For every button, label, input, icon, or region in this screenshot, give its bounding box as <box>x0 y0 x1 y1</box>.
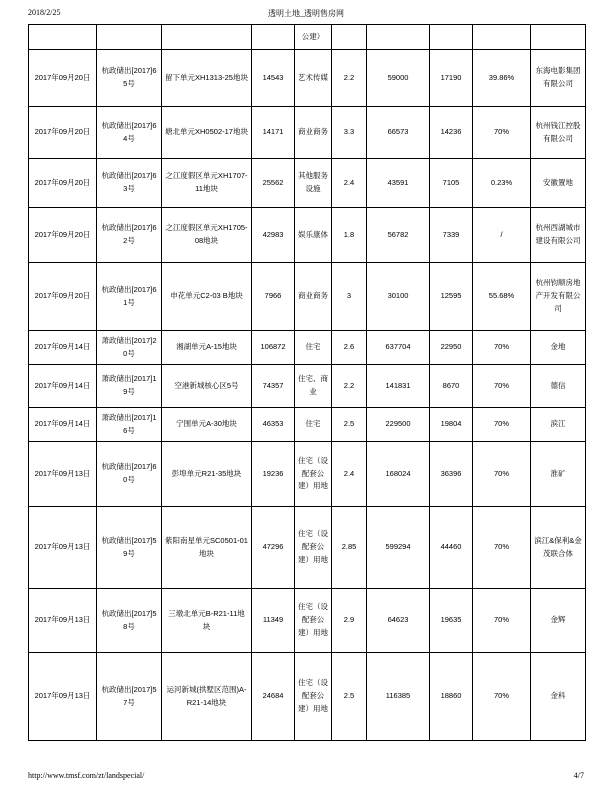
cell-winner: 杭州钱江控股有限公司 <box>531 107 586 159</box>
table-row <box>29 408 586 442</box>
cell-date: 2017年09月20日 <box>29 50 97 107</box>
cell-date: 2017年09月13日 <box>29 442 97 507</box>
cell-premium-rate: 70% <box>473 442 531 507</box>
cell-date: 2017年09月13日 <box>29 507 97 589</box>
cell-plot-name: 宁围单元A-30地块 <box>162 408 252 442</box>
cell-premium-rate: 70% <box>473 408 531 442</box>
cell-date: 2017年09月20日 <box>29 263 97 331</box>
cell-usage: 住宅（设配套公建）用地 <box>295 589 332 653</box>
cell-plot-name: 申花单元C2-03 B地块 <box>162 263 252 331</box>
cell-winner <box>531 25 586 50</box>
cell-usage: 住宅、商业 <box>295 365 332 408</box>
cell-plot-name: 紫阳南星单元SC0501-01地块 <box>162 507 252 589</box>
cell-doc-number: 杭政储出[2017]59号 <box>97 507 162 589</box>
cell-floor-area-ratio: 2.9 <box>332 589 367 653</box>
cell-start-price: 43591 <box>367 159 430 208</box>
cell-unit-price: 7105 <box>430 159 473 208</box>
table-row <box>29 589 586 653</box>
cell-start-price: 599294 <box>367 507 430 589</box>
cell-area: 7966 <box>252 263 295 331</box>
cell-usage: 住宅 <box>295 331 332 365</box>
cell-start-price: 168024 <box>367 442 430 507</box>
cell-floor-area-ratio: 1.8 <box>332 208 367 263</box>
cell-start-price: 66573 <box>367 107 430 159</box>
cell-floor-area-ratio <box>332 25 367 50</box>
cell-date: 2017年09月20日 <box>29 107 97 159</box>
cell-winner: 淮矿 <box>531 442 586 507</box>
table-body <box>29 25 586 741</box>
cell-winner: 金辉 <box>531 589 586 653</box>
cell-winner: 金科 <box>531 653 586 741</box>
cell-date: 2017年09月20日 <box>29 159 97 208</box>
cell-winner: 滨江&保利&金茂联合体 <box>531 507 586 589</box>
cell-premium-rate: 70% <box>473 365 531 408</box>
cell-plot-name <box>162 25 252 50</box>
cell-unit-price: 17190 <box>430 50 473 107</box>
cell-unit-price: 14236 <box>430 107 473 159</box>
cell-usage: 住宅（设配套公建）用地 <box>295 653 332 741</box>
cell-start-price: 229500 <box>367 408 430 442</box>
cell-unit-price: 7339 <box>430 208 473 263</box>
cell-area: 19236 <box>252 442 295 507</box>
cell-winner: 滨江 <box>531 408 586 442</box>
cell-floor-area-ratio: 2.85 <box>332 507 367 589</box>
cell-area: 14171 <box>252 107 295 159</box>
cell-usage: 住宅（设配套公建）用地 <box>295 507 332 589</box>
cell-date: 2017年09月14日 <box>29 331 97 365</box>
cell-plot-name: 留下单元XH1313-25地块 <box>162 50 252 107</box>
table-row <box>29 653 586 741</box>
cell-start-price: 637704 <box>367 331 430 365</box>
cell-usage: 其他服务设施 <box>295 159 332 208</box>
cell-area: 11349 <box>252 589 295 653</box>
cell-area: 74357 <box>252 365 295 408</box>
cell-usage: 商业商务 <box>295 263 332 331</box>
cell-winner: 金地 <box>531 331 586 365</box>
cell-usage: 公建） <box>295 25 332 50</box>
cell-premium-rate: 70% <box>473 653 531 741</box>
cell-floor-area-ratio: 3.3 <box>332 107 367 159</box>
table-row <box>29 507 586 589</box>
cell-unit-price <box>430 25 473 50</box>
cell-floor-area-ratio: 3 <box>332 263 367 331</box>
table-row <box>29 25 586 50</box>
cell-premium-rate: 70% <box>473 507 531 589</box>
cell-date: 2017年09月13日 <box>29 589 97 653</box>
land-table <box>28 24 586 741</box>
cell-premium-rate: 70% <box>473 589 531 653</box>
table-row <box>29 331 586 365</box>
cell-unit-price: 8670 <box>430 365 473 408</box>
cell-unit-price: 44460 <box>430 507 473 589</box>
cell-area: 106872 <box>252 331 295 365</box>
cell-unit-price: 18860 <box>430 653 473 741</box>
cell-start-price: 56782 <box>367 208 430 263</box>
cell-floor-area-ratio: 2.4 <box>332 442 367 507</box>
cell-start-price: 64623 <box>367 589 430 653</box>
cell-start-price <box>367 25 430 50</box>
cell-doc-number: 萧政储出[2017]16号 <box>97 408 162 442</box>
cell-usage: 娱乐康体 <box>295 208 332 263</box>
cell-plot-name: 运河新城(拱墅区范围)A-R21-14地块 <box>162 653 252 741</box>
cell-date <box>29 25 97 50</box>
cell-date: 2017年09月20日 <box>29 208 97 263</box>
cell-area: 14543 <box>252 50 295 107</box>
cell-plot-name: 之江度假区单元XH1705-08地块 <box>162 208 252 263</box>
cell-floor-area-ratio: 2.2 <box>332 365 367 408</box>
cell-floor-area-ratio: 2.5 <box>332 408 367 442</box>
cell-premium-rate: 39.86% <box>473 50 531 107</box>
cell-plot-name: 之江度假区单元XH1707-11地块 <box>162 159 252 208</box>
cell-start-price: 30100 <box>367 263 430 331</box>
cell-doc-number: 杭政储出[2017]58号 <box>97 589 162 653</box>
cell-doc-number: 杭政储出[2017]57号 <box>97 653 162 741</box>
page-number: 4/7 <box>573 771 584 780</box>
cell-usage: 商业商务 <box>295 107 332 159</box>
cell-premium-rate: / <box>473 208 531 263</box>
cell-date: 2017年09月13日 <box>29 653 97 741</box>
table-row <box>29 365 586 408</box>
cell-doc-number: 萧政储出[2017]20号 <box>97 331 162 365</box>
cell-premium-rate <box>473 25 531 50</box>
cell-plot-name: 三墩北单元B-R21-11地块 <box>162 589 252 653</box>
table-row <box>29 442 586 507</box>
table-row <box>29 159 586 208</box>
cell-plot-name: 湘湖单元A-15地块 <box>162 331 252 365</box>
cell-doc-number <box>97 25 162 50</box>
cell-date: 2017年09月14日 <box>29 408 97 442</box>
table-row <box>29 107 586 159</box>
cell-usage: 艺术传媒 <box>295 50 332 107</box>
cell-plot-name: 塘北单元XH0502-17地块 <box>162 107 252 159</box>
footer-url: http://www.tmsf.com/zt/landspecial/ <box>28 771 145 780</box>
cell-floor-area-ratio: 2.4 <box>332 159 367 208</box>
cell-premium-rate: 0.23% <box>473 159 531 208</box>
cell-floor-area-ratio: 2.2 <box>332 50 367 107</box>
header-date: 2018/2/25 <box>28 8 61 17</box>
cell-unit-price: 22950 <box>430 331 473 365</box>
cell-premium-rate: 70% <box>473 107 531 159</box>
table-row <box>29 50 586 107</box>
cell-area: 42983 <box>252 208 295 263</box>
cell-area: 24684 <box>252 653 295 741</box>
cell-winner: 安徽置地 <box>531 159 586 208</box>
cell-unit-price: 19635 <box>430 589 473 653</box>
cell-unit-price: 36396 <box>430 442 473 507</box>
cell-plot-name: 空港新城核心区5号 <box>162 365 252 408</box>
cell-doc-number: 杭政储出[2017]65号 <box>97 50 162 107</box>
cell-winner: 东海电影集团有限公司 <box>531 50 586 107</box>
cell-usage: 住宅（设配套公建）用地 <box>295 442 332 507</box>
table-row <box>29 208 586 263</box>
cell-floor-area-ratio: 2.5 <box>332 653 367 741</box>
page-title: 透明土地_透明售房网 <box>268 9 344 18</box>
print-footer <box>28 768 584 780</box>
cell-usage: 住宅 <box>295 408 332 442</box>
cell-area: 25562 <box>252 159 295 208</box>
cell-start-price: 141831 <box>367 365 430 408</box>
cell-doc-number: 杭政储出[2017]61号 <box>97 263 162 331</box>
print-header <box>28 8 584 20</box>
cell-doc-number: 杭政储出[2017]62号 <box>97 208 162 263</box>
cell-area: 46353 <box>252 408 295 442</box>
cell-winner: 杭州西湖城市建设有限公司 <box>531 208 586 263</box>
cell-winner: 杭州钧顺房地产开发有限公司 <box>531 263 586 331</box>
cell-premium-rate: 55.68% <box>473 263 531 331</box>
cell-floor-area-ratio: 2.6 <box>332 331 367 365</box>
cell-doc-number: 杭政储出[2017]60号 <box>97 442 162 507</box>
cell-start-price: 59000 <box>367 50 430 107</box>
table-row <box>29 263 586 331</box>
cell-unit-price: 19804 <box>430 408 473 442</box>
cell-start-price: 116385 <box>367 653 430 741</box>
cell-doc-number: 杭政储出[2017]63号 <box>97 159 162 208</box>
cell-area: 47296 <box>252 507 295 589</box>
cell-doc-number: 杭政储出[2017]64号 <box>97 107 162 159</box>
cell-date: 2017年09月14日 <box>29 365 97 408</box>
cell-premium-rate: 70% <box>473 331 531 365</box>
cell-unit-price: 12595 <box>430 263 473 331</box>
cell-area <box>252 25 295 50</box>
cell-doc-number: 萧政储出[2017]19号 <box>97 365 162 408</box>
cell-winner: 德信 <box>531 365 586 408</box>
cell-plot-name: 彭埠单元R21-35地块 <box>162 442 252 507</box>
